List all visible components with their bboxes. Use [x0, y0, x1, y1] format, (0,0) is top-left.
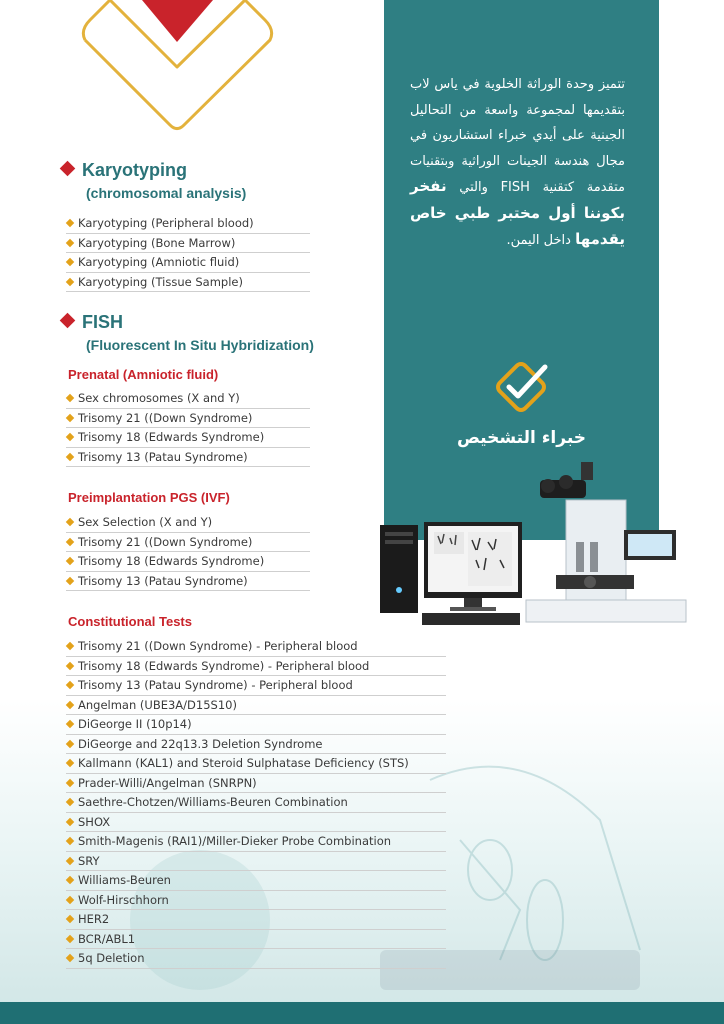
- arabic-highlight: نفخر بكوننا أول مختبر طبي خاص يقدمها: [410, 177, 625, 248]
- diamond-bullet-icon: [66, 759, 74, 767]
- diamond-bullet-icon: [66, 837, 74, 845]
- diamond-bullet-icon: [66, 700, 74, 708]
- diamond-bullet-icon: [60, 313, 76, 329]
- diamond-bullet-icon: [66, 934, 74, 942]
- chevron-logo-icon: [70, 0, 285, 140]
- karyotyping-subtitle: (chromosomal analysis): [86, 185, 247, 201]
- diamond-bullet-icon: [66, 452, 74, 460]
- constitutional-list: [66, 637, 446, 969]
- pgs-list: [66, 513, 310, 591]
- diamond-bullet-icon: [66, 557, 74, 565]
- diamond-bullet-icon: [66, 413, 74, 421]
- arabic-paragraph: تتميز وحدة الوراثة الخلوية في ياس لاب بتقديمها لمجموعة واسعة من التحاليل الجينية على أيدي خبراء استشاريون في مجال هندسة الجينات الوراثية وبتقنيات متقدمة كتقنية FISH والتي: [410, 77, 625, 195]
- constitutional-title: Constitutional Tests: [68, 614, 192, 629]
- bottom-bar: [0, 1002, 724, 1024]
- list-item: Karyotyping (Peripheral blood): [66, 214, 310, 234]
- list-item: Karyotyping (Bone Marrow): [66, 234, 310, 254]
- fish-title: [62, 312, 123, 333]
- list-item: Angelman (UBE3A/D15S10): [66, 696, 446, 716]
- diamond-bullet-icon: [66, 798, 74, 806]
- diamond-bullet-icon: [66, 778, 74, 786]
- karyotyping-title: [62, 160, 187, 181]
- diamond-bullet-icon: [66, 895, 74, 903]
- diamond-bullet-icon: [66, 219, 74, 227]
- diamond-bullet-icon: [66, 576, 74, 584]
- list-item: Prader-Willi/Angelman (SNRPN): [66, 774, 446, 794]
- karyotyping-title-text: Karyotyping: [82, 160, 188, 180]
- diamond-bullet-icon: [66, 537, 74, 545]
- fish-title-text: FISH: [82, 312, 124, 332]
- list-item: 5q Deletion: [66, 949, 446, 969]
- lab-microscope-computer-image: [376, 460, 691, 640]
- list-item: SRY: [66, 852, 446, 872]
- teal-info-panel: [384, 0, 659, 540]
- list-item: Trisomy 18 (Edwards Syndrome): [66, 552, 310, 572]
- experts-label: خبراء التشخيص: [456, 428, 587, 448]
- karyotyping-list: [66, 214, 310, 292]
- list-item: Karyotyping (Amniotic fluid): [66, 253, 310, 273]
- diamond-bullet-icon: [66, 258, 74, 266]
- diamond-bullet-icon: [66, 856, 74, 864]
- diamond-bullet-icon: [66, 277, 74, 285]
- fish-subtitle: (Fluorescent In Situ Hybridization): [86, 337, 314, 353]
- list-item: Karyotyping (Tissue Sample): [66, 273, 310, 293]
- list-item: Sex chromosomes (X and Y): [66, 389, 310, 409]
- list-item: Wolf-Hirschhorn: [66, 891, 446, 911]
- list-item: Sex Selection (X and Y): [66, 513, 310, 533]
- arabic-ending: داخل اليمن.: [506, 233, 571, 248]
- diamond-bullet-icon: [66, 661, 74, 669]
- list-item: BCR/ABL1: [66, 930, 446, 950]
- diamond-bullet-icon: [66, 720, 74, 728]
- diamond-bullet-icon: [66, 681, 74, 689]
- diamond-bullet-icon: [66, 518, 74, 526]
- diamond-bullet-icon: [66, 954, 74, 962]
- list-item: Trisomy 13 (Patau Syndrome) - Peripheral blood: [66, 676, 446, 696]
- diamond-bullet-icon: [66, 817, 74, 825]
- list-item: Williams-Beuren: [66, 871, 446, 891]
- diamond-bullet-icon: [66, 433, 74, 441]
- diamond-bullet-icon: [66, 394, 74, 402]
- prenatal-title: Prenatal (Amniotic fluid): [68, 367, 219, 382]
- arabic-description: [410, 72, 625, 254]
- list-item: Kallmann (KAL1) and Steroid Sulphatase Deficiency (STS): [66, 754, 446, 774]
- list-item: Trisomy 21 ((Down Syndrome): [66, 409, 310, 429]
- prenatal-list: [66, 389, 310, 467]
- list-item: DiGeorge and 22q13.3 Deletion Syndrome: [66, 735, 446, 755]
- list-item: HER2: [66, 910, 446, 930]
- diamond-bullet-icon: [60, 161, 76, 177]
- diamond-bullet-icon: [66, 238, 74, 246]
- list-item: Trisomy 21 ((Down Syndrome): [66, 533, 310, 553]
- checkmark-badge-icon: [491, 357, 551, 417]
- list-item: Trisomy 21 ((Down Syndrome) - Peripheral blood: [66, 637, 446, 657]
- list-item: Smith-Magenis (RAI1)/Miller-Dieker Probe Combination: [66, 832, 446, 852]
- diamond-bullet-icon: [66, 739, 74, 747]
- list-item: DiGeorge II (10p14): [66, 715, 446, 735]
- list-item: Trisomy 18 (Edwards Syndrome) - Peripheral blood: [66, 657, 446, 677]
- list-item: SHOX: [66, 813, 446, 833]
- list-item: Trisomy 13 (Patau Syndrome): [66, 572, 310, 592]
- list-item: Trisomy 13 (Patau Syndrome): [66, 448, 310, 468]
- diamond-bullet-icon: [66, 642, 74, 650]
- list-item: Trisomy 18 (Edwards Syndrome): [66, 428, 310, 448]
- pgs-title: Preimplantation PGS (IVF): [68, 490, 230, 505]
- list-item: Saethre-Chotzen/Williams-Beuren Combination: [66, 793, 446, 813]
- diamond-bullet-icon: [66, 876, 74, 884]
- diamond-bullet-icon: [66, 915, 74, 923]
